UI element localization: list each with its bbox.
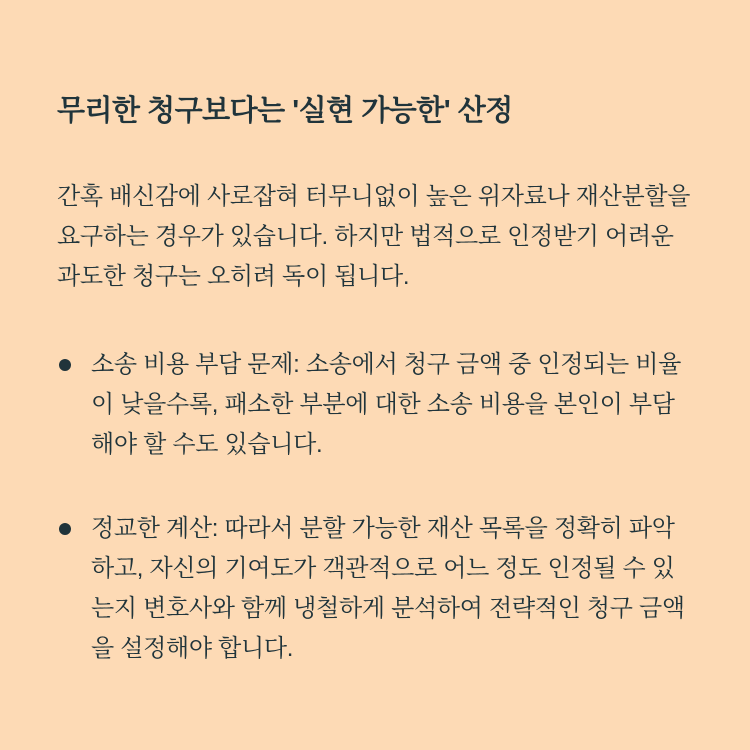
intro-paragraph: 간혹 배신감에 사로잡혀 터무니없이 높은 위자료나 재산분할을 요구하는 경우가 있습니다. 하지만 법적으로 인정받기 어려운 과도한 청구는 오히려 독이 됩니다. xyxy=(57,183,691,291)
bullet-dot-icon xyxy=(59,359,71,371)
bullet-list xyxy=(57,345,693,669)
card-title: 무리한 청구보다는 '실현 가능한' 산정 xyxy=(57,95,513,127)
list-item xyxy=(57,345,693,465)
list-item-text: 소송 비용 부담 문제: 소송에서 청구 금액 중 인정되는 비율이 낮을수록, 패소한 부분에 대한 소송 비용을 본인이 부담해야 할 수도 있습니다. xyxy=(91,351,682,459)
bullet-dot-icon xyxy=(59,523,71,535)
list-item-text: 정교한 계산: 따라서 분할 가능한 재산 목록을 정확히 파악하고, 자신의 기여도가 객관적으로 어느 정도 인정될 수 있는지 변호사와 함께 냉철하게 분석하여 전략적인 청구 금액을 설정해야 합니다. xyxy=(91,515,685,663)
list-item xyxy=(57,509,693,669)
